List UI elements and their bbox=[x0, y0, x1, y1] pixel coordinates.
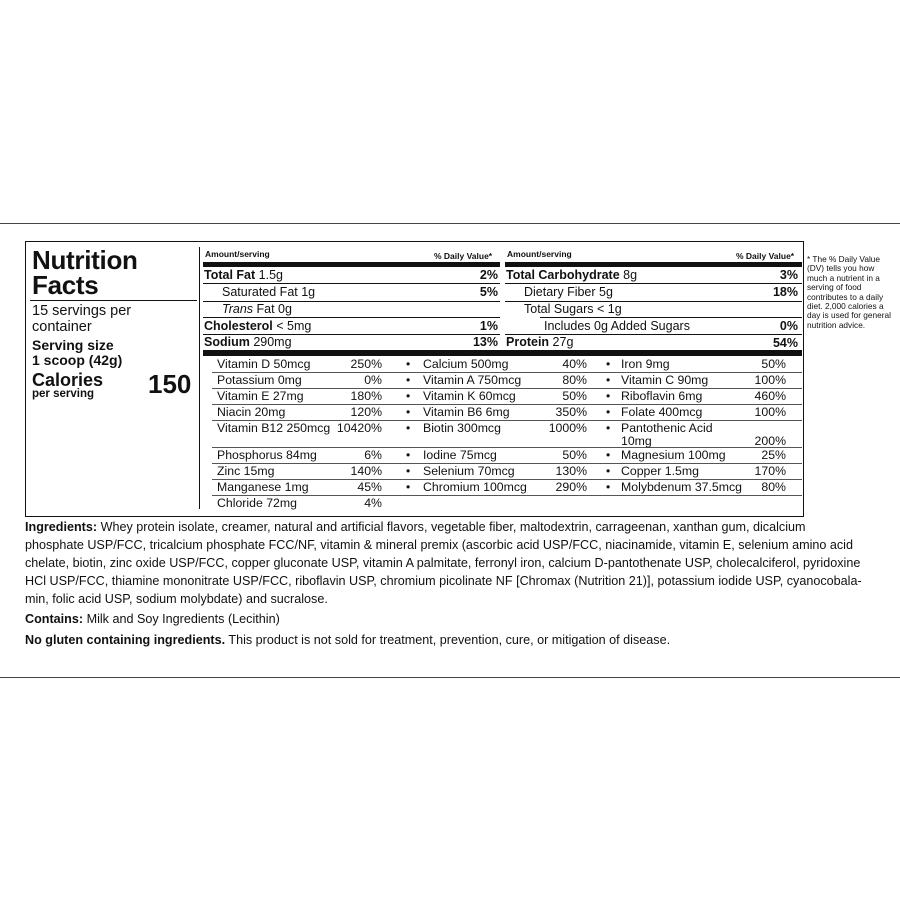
vitamin-name: Manganese 1mg bbox=[217, 480, 309, 494]
ingredients-line-5: min, folic acid USP, sodium molybdate) and sucralose. bbox=[25, 592, 328, 606]
vitamin-dv: 1000% bbox=[548, 421, 587, 435]
calories-label: Calories bbox=[32, 370, 104, 390]
title-line-2: Facts bbox=[32, 270, 99, 300]
vitamin-name: Selenium 70mcg bbox=[423, 464, 515, 478]
gluten-label: No gluten containing ingredients. bbox=[25, 633, 226, 647]
bullet-icon: • bbox=[606, 464, 611, 478]
vitamin-dv: 180% bbox=[350, 389, 382, 403]
divider-thin bbox=[30, 300, 197, 301]
vitamin-name: Vitamin E 27mg bbox=[217, 389, 304, 403]
right-bar-top bbox=[505, 262, 802, 267]
vitamin-dv: 100% bbox=[754, 373, 786, 387]
vitamin-name: Chloride 72mg bbox=[217, 496, 297, 510]
ingredients-line-1 bbox=[25, 518, 885, 536]
contains-statement bbox=[25, 610, 885, 628]
vitamin-name: Riboflavin 6mg bbox=[621, 389, 703, 403]
bullet-icon: • bbox=[606, 421, 611, 435]
daily-value-footnote: * The % Daily Value (DV) tells you how much a nutrient in a serving of food contributes to a daily diet. 2,000 calories a day is used for general nutrition advice. bbox=[807, 254, 891, 330]
serving-size bbox=[32, 338, 122, 368]
nutrient-amount: 290mg bbox=[253, 335, 292, 349]
row-rule bbox=[203, 283, 500, 284]
vitamin-name: Iron 9mg bbox=[621, 357, 670, 371]
bullet-icon: • bbox=[406, 389, 411, 403]
right-dv-header: % Daily Value* bbox=[736, 251, 795, 261]
vitamin-dv: 10420% bbox=[336, 421, 382, 435]
trans-fat-row bbox=[222, 302, 292, 316]
vitamin-name: Zinc 15mg bbox=[217, 464, 275, 478]
vitamin-dv: 100% bbox=[754, 405, 786, 419]
nutrient-amount: 1g bbox=[301, 285, 316, 299]
bullet-icon: • bbox=[406, 480, 411, 494]
servings-per-container bbox=[32, 304, 131, 335]
nutrient-name: Protein bbox=[506, 335, 550, 349]
nutrient-name: Sodium bbox=[204, 335, 250, 349]
bullet-icon: • bbox=[606, 373, 611, 387]
contains-label: Contains: bbox=[25, 612, 84, 626]
nutrient-name: Total Fat bbox=[204, 268, 256, 282]
vitamin-dv: 40% bbox=[562, 357, 587, 371]
vitamin-dv: 45% bbox=[357, 480, 382, 494]
added-sugars-dv: 0% bbox=[779, 319, 798, 333]
vitamin-name: Potassium 0mg bbox=[217, 373, 302, 387]
nutrient-name: Total Sugars bbox=[524, 302, 594, 316]
vitamin-dv: 350% bbox=[555, 405, 587, 419]
dietary-fiber-row bbox=[524, 285, 613, 299]
vitamin-dv: 80% bbox=[562, 373, 587, 387]
bullet-icon: • bbox=[406, 421, 411, 435]
sodium-row bbox=[204, 335, 292, 349]
vitamin-name: Molybdenum 37.5mcg bbox=[621, 480, 742, 494]
vitamin-name: Vitamin C 90mg bbox=[621, 373, 709, 387]
vitamin-name: Folate 400mcg bbox=[621, 405, 703, 419]
calories-value: 150 bbox=[148, 369, 192, 399]
vitamin-dv: 140% bbox=[350, 464, 382, 478]
cholesterol-dv: 1% bbox=[479, 319, 498, 333]
vitamin-dv: 6% bbox=[364, 448, 382, 462]
ingredients-line-3: chelate, biotin, zinc oxide USP/FCC, copper gluconate USP, vitamin A palmitate, ferronyl iron, calcium D-pantothenate USP, cholecalciferol, pyridoxine bbox=[25, 556, 861, 570]
nutrient-amount: 1.5g bbox=[258, 268, 283, 282]
total-carb-row bbox=[506, 268, 637, 282]
dietary-fiber-dv: 18% bbox=[772, 285, 798, 299]
vitamin-name: Vitamin B6 6mg bbox=[423, 405, 510, 419]
vitamin-name: Vitamin K 60mcg bbox=[423, 389, 516, 403]
vitamin-name: Niacin 20mg bbox=[217, 405, 286, 419]
bullet-icon: • bbox=[406, 405, 411, 419]
vitamin-dv: 460% bbox=[754, 389, 786, 403]
vitamin-dv: 120% bbox=[350, 405, 382, 419]
ingredients-text: Whey protein isolate, creamer, natural and artificial flavors, vegetable fiber, maltodextrin, carrageenan, xanthan gum, dicalcium bbox=[100, 520, 806, 534]
row-rule bbox=[540, 317, 802, 318]
row-rule bbox=[203, 317, 500, 318]
row-rule bbox=[505, 283, 802, 284]
vitamin-dv: 80% bbox=[761, 480, 786, 494]
gluten-text: This product is not sold for treatment, prevention, cure, or mitigation of disease. bbox=[228, 633, 671, 647]
left-dv-header: % Daily Value* bbox=[434, 251, 493, 261]
vitamin-dv: 250% bbox=[350, 357, 382, 371]
nutrient-name: Trans bbox=[222, 302, 254, 316]
servings-line-2: container bbox=[32, 318, 92, 335]
serving-size-value: 1 scoop (42g) bbox=[32, 352, 123, 368]
vitamin-name: Phosphorus 84mg bbox=[217, 448, 317, 462]
vitamin-dv: 0% bbox=[364, 373, 382, 387]
protein-row bbox=[506, 335, 573, 349]
vitamin-dv: 25% bbox=[761, 448, 786, 462]
bullet-icon: • bbox=[406, 464, 411, 478]
gluten-statement bbox=[25, 631, 885, 649]
cholesterol-row bbox=[204, 319, 311, 333]
vitamin-name: Chromium 100mcg bbox=[423, 480, 527, 494]
bullet-icon: • bbox=[606, 389, 611, 403]
ingredients-block bbox=[25, 518, 885, 608]
vitamin-name: Copper 1.5mg bbox=[621, 464, 699, 478]
vitamin-dv: 130% bbox=[555, 464, 587, 478]
total-fat-row bbox=[204, 268, 283, 282]
vitamin-row-rule bbox=[212, 495, 802, 496]
nutrient-amount: 5g bbox=[599, 285, 613, 299]
vitamins-bar bbox=[203, 350, 802, 356]
nutrient-amount: Fat 0g bbox=[256, 302, 292, 316]
vitamin-dv: 290% bbox=[555, 480, 587, 494]
nutrient-amount: < 1g bbox=[596, 302, 622, 316]
ingredients-label: Ingredients: bbox=[25, 520, 98, 534]
nutrient-name: Total Carbohydrate bbox=[506, 268, 620, 282]
bullet-icon: • bbox=[606, 357, 611, 371]
calories-sub: per serving bbox=[32, 388, 94, 400]
vitamin-name: Magnesium 100mg bbox=[621, 448, 726, 462]
added-sugars-row: Includes 0g Added Sugars bbox=[544, 319, 690, 333]
vitamin-name: Pantothenic Acid bbox=[621, 421, 713, 435]
vitamin-dv: 50% bbox=[562, 448, 587, 462]
vitamin-name: Biotin 300mcg bbox=[423, 421, 501, 435]
bullet-icon: • bbox=[606, 480, 611, 494]
left-bar-top bbox=[203, 262, 500, 267]
vitamin-dv: 50% bbox=[562, 389, 587, 403]
vitamin-name: Vitamin A 750mcg bbox=[423, 373, 522, 387]
right-amount-header: Amount/serving bbox=[507, 249, 572, 259]
vitamin-dv: 4% bbox=[364, 496, 382, 510]
bullet-icon: • bbox=[606, 405, 611, 419]
bullet-icon: • bbox=[406, 373, 411, 387]
nutrition-facts-title bbox=[32, 245, 138, 300]
vitamin-name: Calcium 500mg bbox=[423, 357, 509, 371]
nutrient-name: Cholesterol bbox=[204, 319, 273, 333]
total-fat-dv: 2% bbox=[479, 268, 498, 282]
title-line-1: Nutrition bbox=[32, 245, 138, 275]
bullet-icon: • bbox=[606, 448, 611, 462]
vitamin-name: Iodine 75mcg bbox=[423, 448, 497, 462]
saturated-fat-dv: 5% bbox=[479, 285, 498, 299]
sodium-dv: 13% bbox=[472, 335, 498, 349]
vitamin-name: Vitamin B12 250mcg bbox=[217, 421, 331, 435]
ingredients-line-2: phosphate USP/FCC, tricalcium phosphate FCC/NF, vitamin & mineral premix (ascorbic acid USP/FCC, niacinamide, vitamin E, selenium amino acid bbox=[25, 538, 853, 552]
nutrient-amount: 8g bbox=[623, 268, 638, 282]
bullet-icon: • bbox=[406, 357, 411, 371]
nutrient-amount: 27g bbox=[552, 335, 574, 349]
contains-text: Milk and Soy Ingredients (Lecithin) bbox=[86, 612, 280, 626]
vitamin-dv: 170% bbox=[754, 464, 786, 478]
serving-size-label: Serving size bbox=[32, 337, 114, 353]
bullet-icon: • bbox=[406, 448, 411, 462]
total-carb-dv: 3% bbox=[779, 268, 798, 282]
vitamin-dv: 200% bbox=[754, 434, 786, 448]
vitamin-name-cont: 10mg bbox=[621, 434, 652, 448]
vertical-divider bbox=[199, 247, 200, 509]
vitamin-name: Vitamin D 50mcg bbox=[217, 357, 311, 371]
saturated-fat-row bbox=[222, 285, 315, 299]
ingredients-line-4: HCl USP/FCC, thiamine mononitrate USP/FCC, riboflavin USP, chromium picolinate NF [Chromax (Nutrition 21)], potassium iodide USP, cyanocobala- bbox=[25, 574, 862, 588]
nutrient-name: Dietary Fiber bbox=[524, 285, 596, 299]
servings-line-1: 15 servings per bbox=[32, 303, 132, 319]
protein-dv: 54% bbox=[772, 336, 798, 350]
nutrient-amount: < 5mg bbox=[276, 319, 312, 333]
nutrient-name: Saturated Fat bbox=[222, 285, 298, 299]
total-sugars-row bbox=[524, 302, 622, 316]
left-amount-header: Amount/serving bbox=[205, 249, 270, 259]
vitamin-dv: 50% bbox=[761, 357, 786, 371]
